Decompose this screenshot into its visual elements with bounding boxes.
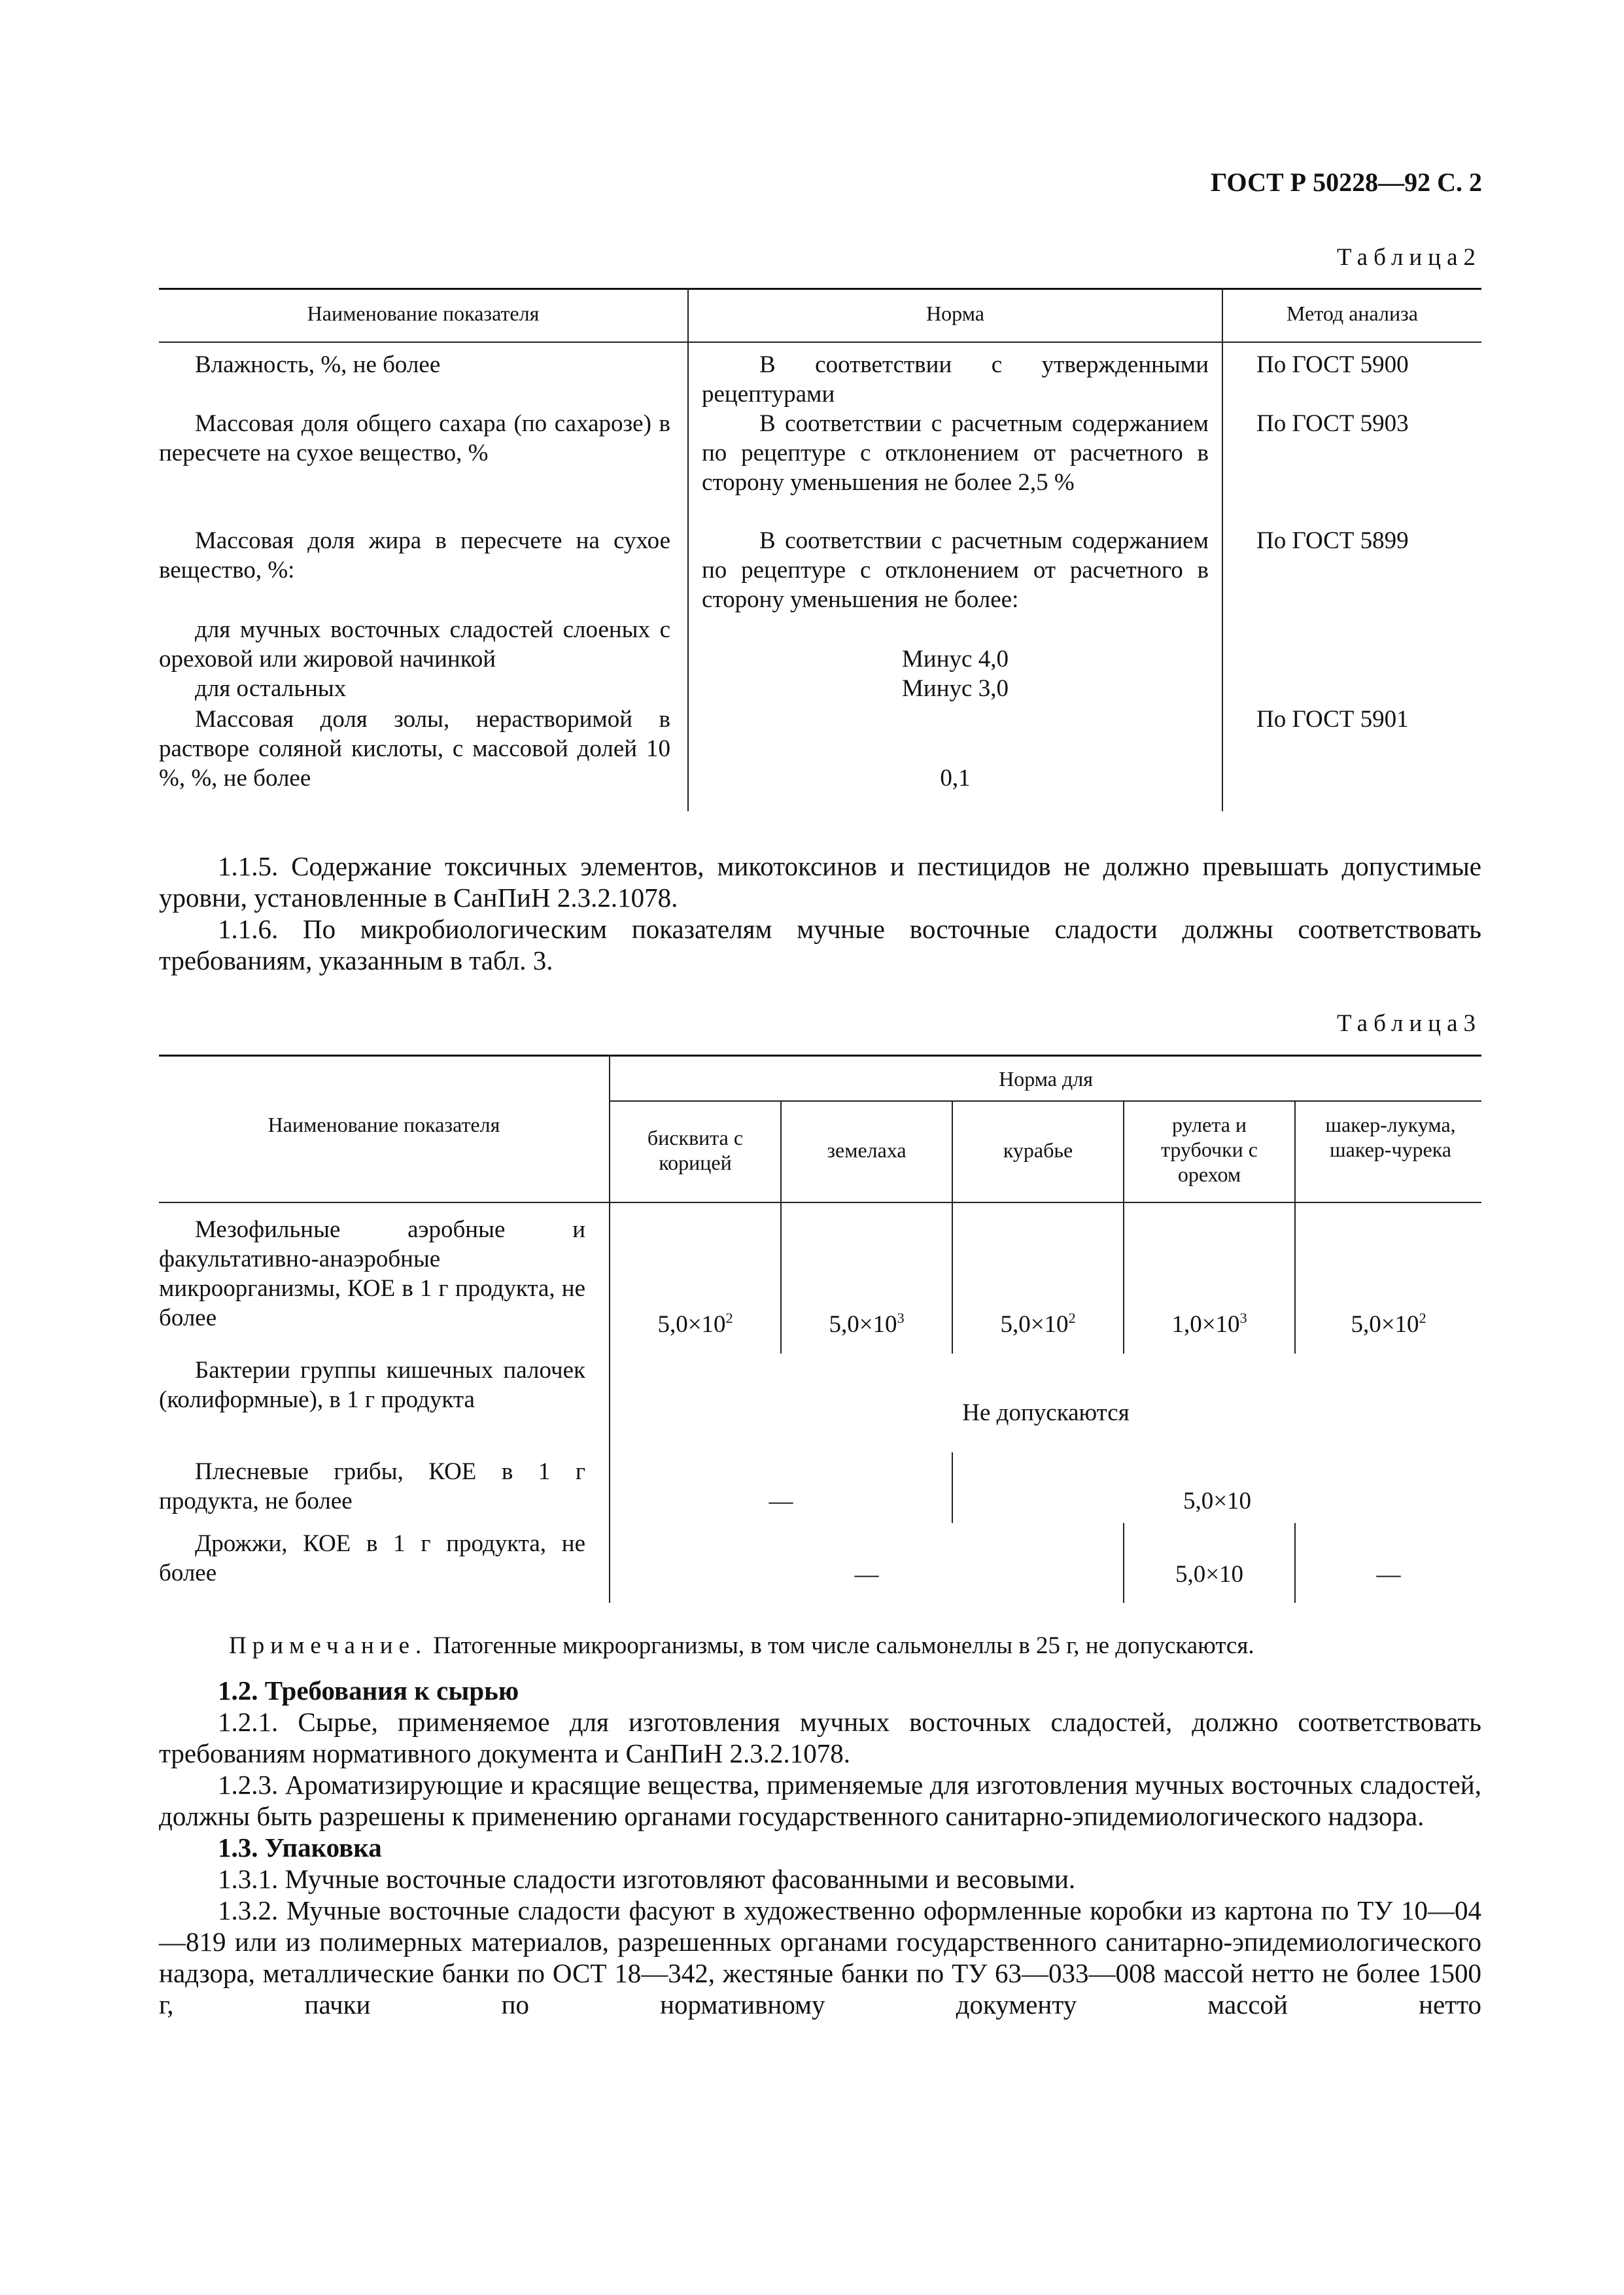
- table2-row-norm: В соответствии с расчетным содержанием по рецептуре с отклонением от расчетного в сторону уменьшения не более:: [702, 527, 1209, 613]
- table2-col-divider: [1222, 288, 1223, 811]
- table3-caption: Таблица3: [1337, 1010, 1481, 1037]
- table3-value: 5,0×10: [1175, 1561, 1244, 1588]
- table3-note: [229, 1631, 1472, 1660]
- paragraph-1-1-5: 1.1.5. Содержание токсичных элементов, микотоксинов и пестицидов не должно превышать допустимые уровни, установленные в СанПиН 2.3.2.1078.: [159, 851, 1481, 913]
- section-heading-1-3: 1.3. Упаковка: [218, 1832, 382, 1863]
- table2-col-divider: [687, 288, 689, 811]
- table3-value: —: [854, 1561, 879, 1588]
- table3-row-name: Бактерии группы кишечных палочек (колиформные), в 1 г продукта: [159, 1357, 585, 1413]
- paragraph-1-3-2: 1.3.2. Мучные восточные сладости фасуют в художественно оформленные коробки из картона по ТУ 10—04—819 или из полимерных материалов, разрешенных органами государственного санитарно-эпидемиологического надзора, металлические банки по ОСТ 18—342, жестяные банки по ТУ 63—033—008 массой нетто не более 1500 г, пачки по нормативному документу массой нетто: [159, 1895, 1481, 2020]
- table3-row-name: Дрожжи, КОЕ в 1 г продукта, не более: [159, 1530, 585, 1586]
- table2-row-method: По ГОСТ 5903: [1256, 410, 1409, 437]
- table2-row-norm: Минус 3,0: [902, 675, 1009, 702]
- table2-top-rule: [159, 288, 1481, 290]
- table2-row-method: По ГОСТ 5901: [1256, 706, 1409, 733]
- table3-value: $5,0\times 10^2$: [1351, 1310, 1426, 1338]
- table3-value: 5,0×10: [1183, 1488, 1252, 1515]
- table2-row-norm: 0,1: [940, 765, 971, 792]
- table3-row-name: Мезофильные аэробные и факультативно-анаэробные микроорганизмы, КОЕ в 1 г продукта, не более: [159, 1216, 585, 1331]
- table2-row-norm: В соответствии с расчетным содержанием по рецептуре с отклонением от расчетного в сторону уменьшения не более 2,5 %: [702, 410, 1209, 496]
- table3-col-header: курабье: [1003, 1138, 1073, 1162]
- table3-col-header: рулета и трубочки с орехом: [1161, 1113, 1258, 1186]
- table3-top-rule: [159, 1055, 1481, 1057]
- table2-header-method: Метод анализа: [1287, 302, 1418, 325]
- section-heading-1-2: 1.2. Требования к сырью: [218, 1675, 519, 1706]
- table3-value: —: [1376, 1561, 1401, 1588]
- table3-value: $5,0\times 10^2$: [657, 1310, 733, 1338]
- table3-col-divider: [952, 1100, 953, 1202]
- table3-col-header: бисквита с корицей: [647, 1126, 744, 1174]
- table3-header-name: Наименование показателя: [268, 1113, 500, 1136]
- table3-col-header: шакер-лукума, шакер-чурека: [1325, 1113, 1456, 1161]
- table2-row-name: для остальных: [195, 675, 347, 702]
- table3-header-rule: [159, 1202, 1481, 1203]
- table2: [159, 288, 1481, 811]
- table2-caption: Таблица2: [1337, 244, 1481, 271]
- table3-value: $1,0\times 10^3$: [1171, 1310, 1247, 1338]
- table3-value: —: [769, 1488, 793, 1515]
- note-label: Примечание.: [229, 1632, 428, 1659]
- text-block-mid: [159, 850, 1481, 976]
- note-text: Патогенные микроорганизмы, в том числе сальмонеллы в 25 г, не допускаются.: [433, 1632, 1254, 1659]
- table3-value: $5,0\times 10^3$: [829, 1310, 905, 1338]
- table2-row-name: для мучных восточных сладостей слоеных с ореховой или жировой начинкой: [159, 616, 670, 673]
- table3-value: $5,0\times 10^2$: [1000, 1310, 1076, 1338]
- table3-col-divider: [780, 1100, 782, 1202]
- table3-header-group: Норма для: [999, 1067, 1093, 1091]
- paragraph-1-2-1: 1.2.1. Сырье, применяемое для изготовления мучных восточных сладостей, должно соответствовать требованиям нормативного документа и СанПиН 2.3.2.1078.: [159, 1707, 1481, 1768]
- table3-group-rule: [609, 1100, 1481, 1102]
- table3-col-divider: [1294, 1100, 1296, 1202]
- table2-row-name: Массовая доля общего сахара (по сахарозе) в пересчете на сухое вещество, %: [159, 410, 670, 466]
- table3-col-divider: [1123, 1100, 1124, 1202]
- page-header: ГОСТ Р 50228—92 С. 2: [1211, 167, 1482, 197]
- table2-row-name: Массовая доля золы, нерастворимой в растворе соляной кислоты, с массовой долей 10 %, %, не более: [159, 706, 670, 792]
- table2-header-name: Наименование показателя: [307, 302, 540, 325]
- table2-row-norm: Минус 4,0: [902, 646, 1009, 673]
- paragraph-1-3-1: 1.3.1. Мучные восточные сладости изготовляют фасованными и весовыми.: [218, 1864, 1076, 1894]
- table2-row-name: Влажность, %, не более: [195, 351, 441, 378]
- table2-row-method: По ГОСТ 5900: [1256, 351, 1409, 378]
- table2-row-name: Массовая доля жира в пересчете на сухое вещество, %:: [159, 527, 670, 584]
- text-block-bottom: [159, 1675, 1481, 2020]
- table3-col-header: земелаха: [827, 1138, 907, 1162]
- table2-row-method: По ГОСТ 5899: [1256, 527, 1409, 554]
- paragraph-1-1-6: 1.1.6. По микробиологическим показателям мучные восточные сладости должны соответствовать требованиям, указанным в табл. 3.: [159, 914, 1481, 975]
- table2-row-norm: В соответствии с утвержденными рецептурами: [702, 351, 1209, 408]
- table2-header-norm: Норма: [926, 302, 984, 325]
- table2-header-rule: [159, 342, 1481, 343]
- table3-row-name: Плесневые грибы, КОЕ в 1 г продукта, не более: [159, 1458, 585, 1515]
- table3: [159, 1055, 1481, 1603]
- table3-value: Не допускаются: [962, 1399, 1130, 1426]
- paragraph-1-2-3: 1.2.3. Ароматизирующие и красящие вещества, применяемые для изготовления мучных восточных сладостей, должны быть разрешены к применению органами государственного санитарно-эпидемиологического надзора.: [159, 1770, 1481, 1831]
